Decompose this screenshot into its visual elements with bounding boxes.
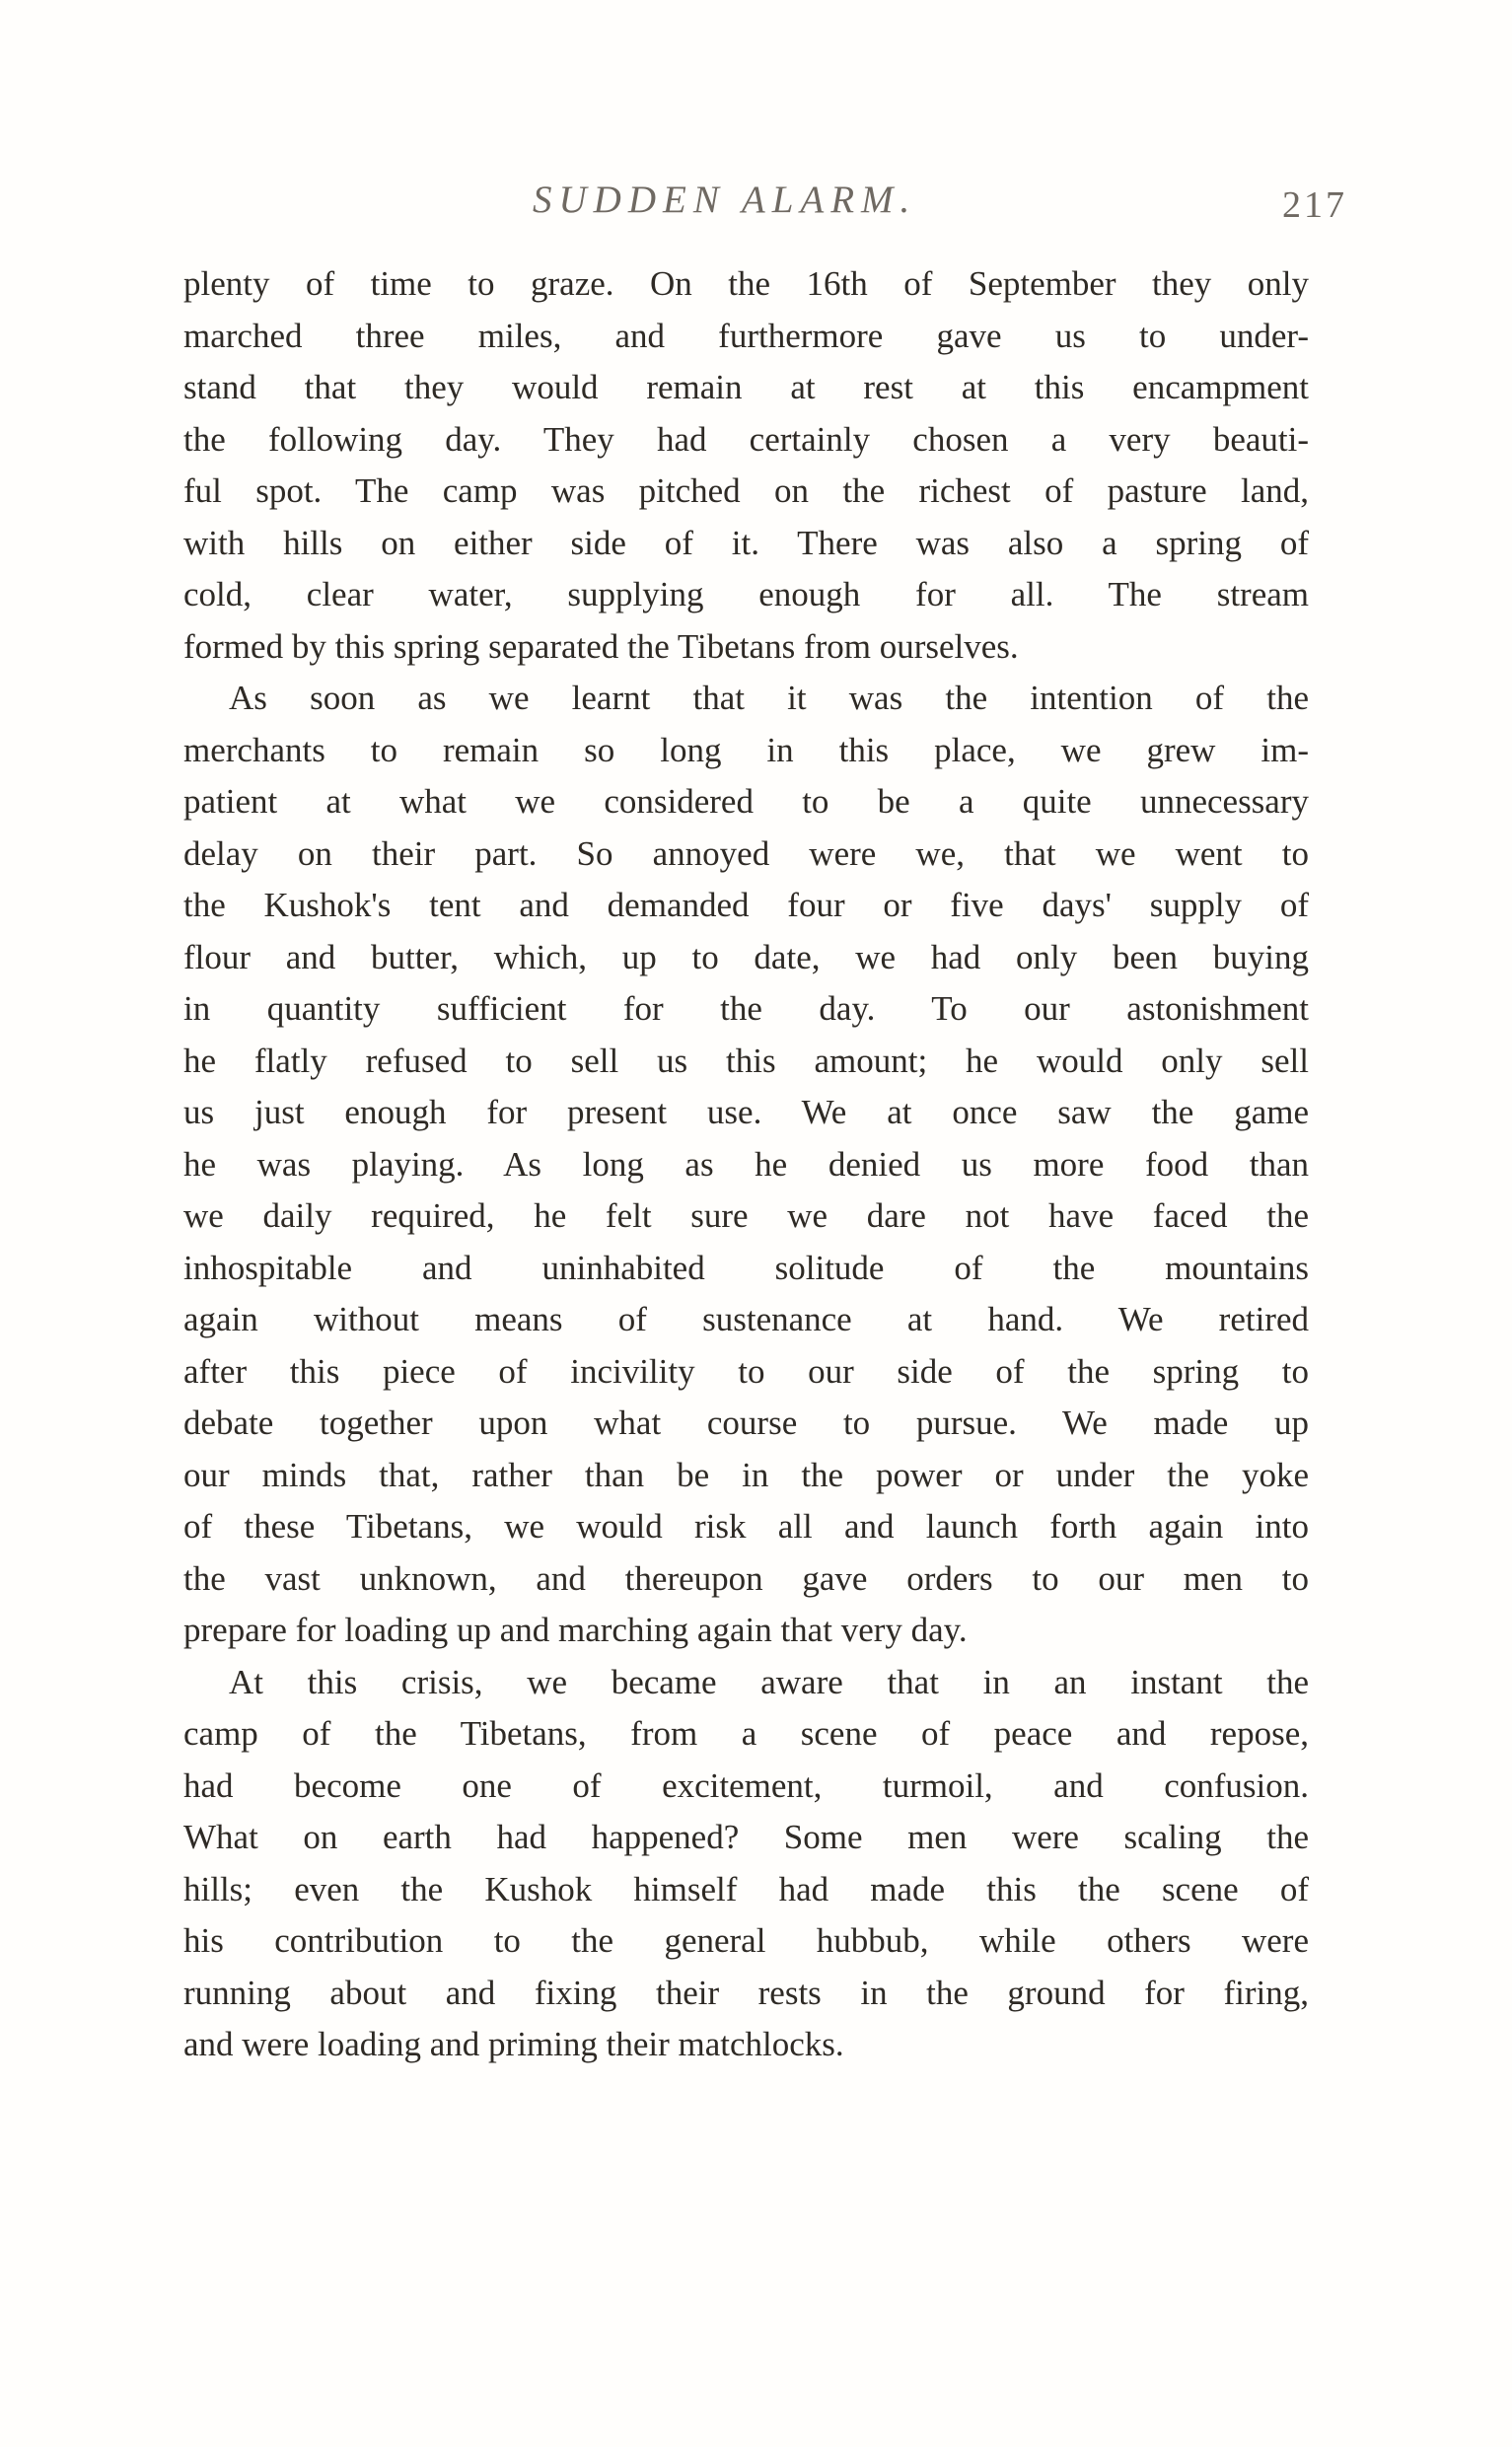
text-line: What on earth had happened? Some men were scaling the <box>183 1818 1309 1856</box>
text-line: we daily required, he felt sure we dare not have faced the <box>183 1196 1309 1235</box>
text-line: the Kushok's tent and demanded four or five days' supply of <box>183 886 1309 924</box>
text-line: camp of the Tibetans, from a scene of peace and repose, <box>183 1714 1309 1753</box>
page-number: 217 <box>1282 184 1347 226</box>
text-line: of these Tibetans, we would risk all and launch forth again into <box>183 1507 1309 1546</box>
running-title: SUDDEN ALARM. <box>533 179 917 221</box>
text-line: ful spot. The camp was pitched on the richest of pasture land, <box>183 471 1309 510</box>
text-line: stand that they would remain at rest at this encampment <box>183 368 1309 406</box>
text-line: in quantity sufficient for the day. To our astonishment <box>183 989 1309 1028</box>
text-line: formed by this spring separated the Tibetans from ourselves. <box>183 626 1019 666</box>
text-line: delay on their part. So annoyed were we, that we went to <box>183 833 1309 873</box>
text-line: hills; even the Kushok himself had made this the scene of <box>183 1869 1309 1908</box>
body-text <box>183 258 1309 2071</box>
text-line: As soon as we learnt that it was the intention of the <box>229 679 1309 717</box>
text-line: had become one of excitement, turmoil, and confusion. <box>183 1765 1309 1805</box>
text-line: plenty of time to graze. On the 16th of September they only <box>183 264 1309 303</box>
text-line: us just enough for present use. We at once saw the game <box>183 1093 1309 1131</box>
text-line: his contribution to the general hubbub, while others were <box>183 1921 1309 1960</box>
text-line: merchants to remain so long in this place, we grew im- <box>183 730 1309 769</box>
text-line: cold, clear water, supplying enough for all. The stream <box>183 575 1309 613</box>
text-line: inhospitable and uninhabited solitude of the mountains <box>183 1248 1309 1287</box>
text-line: debate together upon what course to pursue. We made up <box>183 1403 1309 1442</box>
text-line: running about and fixing their rests in the ground for firing, <box>183 1973 1309 2012</box>
text-line: our minds that, rather than be in the power or under the yoke <box>183 1455 1309 1494</box>
text-line: and were loading and priming their matchlocks. <box>183 2025 844 2063</box>
text-line: marched three miles, and furthermore gave us to under- <box>183 316 1309 355</box>
text-line: patient at what we considered to be a quite unnecessary <box>183 782 1309 821</box>
text-line: again without means of sustenance at hand. We retired <box>183 1300 1309 1338</box>
text-line: he was playing. As long as he denied us more food than <box>183 1144 1309 1184</box>
text-line: At this crisis, we became aware that in an instant the <box>229 1662 1309 1701</box>
text-line: prepare for loading up and marching again that very day. <box>183 1611 968 1649</box>
text-line: flour and butter, which, up to date, we had only been buying <box>183 937 1309 976</box>
text-line: he flatly refused to sell us this amount; he would only sell <box>183 1041 1309 1080</box>
text-line: with hills on either side of it. There was also a spring of <box>183 523 1309 562</box>
text-line: after this piece of incivility to our side of the spring to <box>183 1351 1309 1391</box>
text-line: the vast unknown, and thereupon gave orders to our men to <box>183 1558 1309 1598</box>
text-line: the following day. They had certainly chosen a very beauti- <box>183 419 1309 459</box>
